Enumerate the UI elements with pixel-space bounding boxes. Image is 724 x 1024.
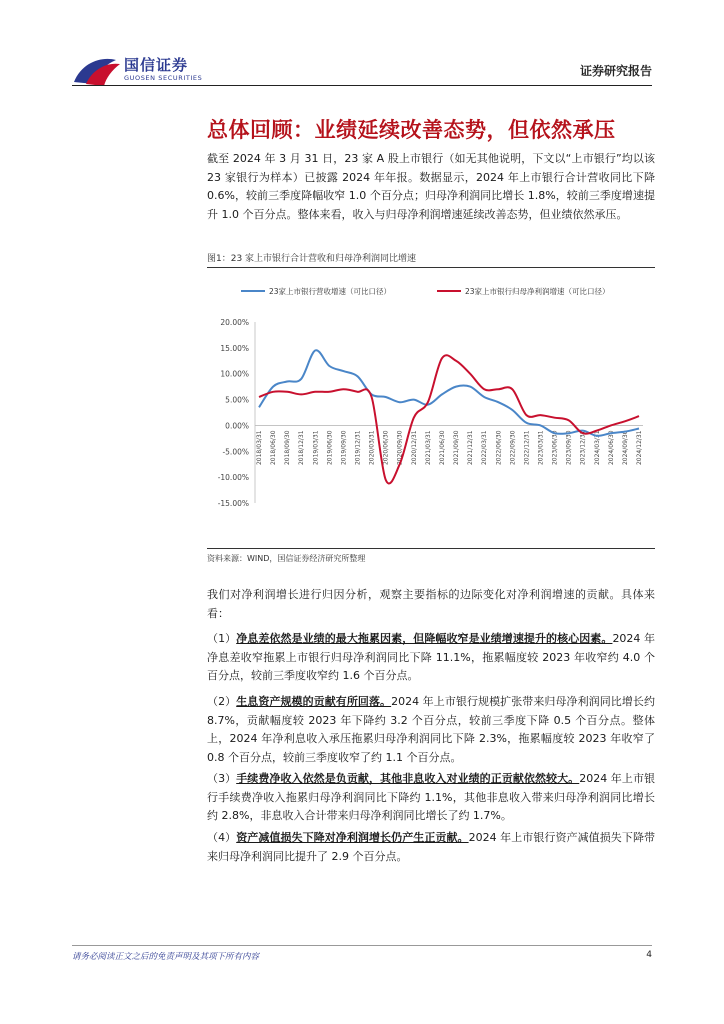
analysis-intro: 我们对净利润增长进行归因分析，观察主要指标的边际变化对净利润增速的贡献。具体来看：: [207, 588, 655, 620]
x-tick-label: 2021/06/30: [438, 430, 446, 466]
line-chart: [207, 270, 655, 546]
y-tick-label: 5.00%: [225, 395, 249, 405]
point-3-label: （3）: [207, 772, 237, 785]
y-axis-labels: [218, 318, 249, 508]
section-title: 总体回顾：业绩延续改善态势，但依然承压: [207, 118, 616, 142]
figure-caption: 图1：23 家上市银行合计营收和归母净利润同比增速: [207, 254, 417, 264]
x-tick-label: 2023/03/31: [537, 430, 545, 466]
x-tick-label: 2019/12/31: [354, 430, 362, 466]
x-tick-label: 2023/09/30: [565, 430, 573, 466]
x-tick-label: 2024/06/30: [607, 430, 615, 466]
point-4: [207, 829, 655, 866]
point-1-key: 净息差依然是业绩的最大拖累因素，但降幅收窄是业绩增速提升的核心因素。: [236, 632, 613, 645]
x-tick-label: 2022/12/31: [523, 430, 531, 466]
x-tick-label: 2022/06/30: [495, 430, 503, 466]
y-tick-label: -10.00%: [217, 473, 249, 483]
x-tick-label: 2024/12/31: [636, 430, 643, 466]
point-2-key: 生息资产规模的贡献有所回落。: [236, 695, 392, 708]
x-axis-labels: [256, 430, 643, 465]
x-tick-label: 2022/09/30: [509, 430, 517, 466]
point-3-key: 手续费净收入依然是负贡献，其他非息收入对业绩的正贡献依然较大。: [236, 772, 580, 785]
x-tick-label: 2020/12/31: [410, 430, 418, 466]
y-tick-label: -5.00%: [222, 447, 249, 457]
x-tick-label: 2018/06/30: [270, 430, 278, 466]
figure-top-rule: [207, 267, 655, 268]
x-tick-label: 2023/06/30: [551, 430, 559, 466]
logo-text-en: GUOSEN SECURITIES: [124, 74, 203, 82]
x-tick-label: 2018/12/31: [298, 430, 306, 466]
x-tick-label: 2021/12/31: [467, 430, 475, 466]
y-tick-label: -15.00%: [217, 499, 249, 508]
x-tick-label: 2018/09/30: [284, 430, 292, 466]
point-4-label: （4）: [207, 831, 237, 844]
point-1-label: （1）: [207, 632, 237, 645]
point-2: [207, 693, 655, 767]
x-tick-label: 2021/03/31: [424, 430, 432, 466]
x-tick-label: 2020/03/31: [368, 430, 376, 466]
x-tick-label: 2024/09/30: [621, 430, 629, 466]
logo-text-cn: 国信证券: [124, 56, 189, 74]
footer-disclaimer: 请务必阅读正文之后的免责声明及其项下所有内容: [72, 952, 260, 962]
figure-bottom-rule: [207, 548, 655, 549]
point-3-text: 2024 年上市银行手续费净收入拖累归母净利润同比下降约 1.1%，其他非息收入带来归母净利润同比增长约 2.8%，非息收入合计带来归母净利润同比增长了约 1.7%。: [207, 772, 656, 822]
point-1: [207, 630, 655, 686]
point-1-text: 2024 年净息差收窄拖累上市银行归母净利润同比下降 11.1%，拖累幅度较 2023 年收窄约 4.0 个百分点，较前三季度收窄约 1.6 个百分点。: [207, 632, 655, 682]
y-tick-label: 15.00%: [220, 343, 249, 353]
chart-axes: [255, 322, 643, 503]
x-tick-label: 2020/09/30: [396, 430, 404, 466]
y-tick-label: 0.00%: [225, 421, 249, 431]
x-tick-label: 2021/09/30: [453, 430, 461, 466]
figure-source: 资料来源：WIND，国信证券经济研究所整理: [207, 554, 366, 563]
series-line-1: [259, 350, 639, 436]
x-tick-label: 2024/03/31: [593, 430, 601, 466]
chart-legend: [241, 286, 610, 296]
x-tick-label: 2023/12/31: [579, 430, 587, 466]
x-tick-label: 2019/06/30: [326, 430, 334, 466]
intro-paragraph: 截至 2024 年 3 月 31 日，23 家 A 股上市银行（如无其他说明，下文以“上市银行”均以该 23 家银行为样本）已披露 2024 年年报。数据显示，2024 年上市银行合计营收同比下降 0.6%，较前三季度降幅收窄 1.0 个百分点；归母净利润同比增长 1.8%，较前三季度增速提升 1.0 个百分点。整体来看，收入与归母净利润增速延续改善态势，但业绩依然承压。: [207, 152, 655, 221]
point-2-label: （2）: [207, 695, 237, 708]
point-2-text: 2024 年上市银行规模扩张带来归母净利润同比增长约 8.7%，贡献幅度较 2023 年下降约 3.2 个百分点，较前三季度下降 0.5 个百分点。整体上，2024 年净利息收入承压拖累归母净利润同比下降 2.3%，拖累幅度较 2023 年收窄了 0.8 个百分点，较前三季度收窄了约 1.1 个百分点。: [207, 695, 655, 764]
page-number: 4: [646, 950, 652, 960]
x-tick-label: 2019/03/31: [312, 430, 320, 466]
legend-label-2: 23家上市银行归母净利润增速（可比口径）: [465, 287, 610, 296]
legend-label-1: 23家上市银行营收增速（可比口径）: [269, 287, 392, 296]
x-tick-label: 2022/03/31: [481, 430, 489, 466]
footer-divider: [72, 945, 652, 946]
x-tick-label: 2018/03/31: [256, 430, 263, 466]
x-tick-label: 2020/06/30: [382, 430, 390, 466]
header-divider: [72, 85, 652, 86]
y-tick-label: 20.00%: [220, 318, 249, 327]
y-tick-label: 10.00%: [220, 369, 249, 379]
point-4-key: 资产减值损失下降对净利润增长仍产生正贡献。: [236, 831, 469, 844]
report-type: 证券研究报告: [579, 64, 652, 78]
point-4-text: 2024 年上市银行资产减值损失下降带来归母净利润同比提升了 2.9 个百分点。: [207, 831, 656, 863]
x-tick-label: 2019/09/30: [340, 430, 348, 466]
point-3: [207, 770, 655, 826]
